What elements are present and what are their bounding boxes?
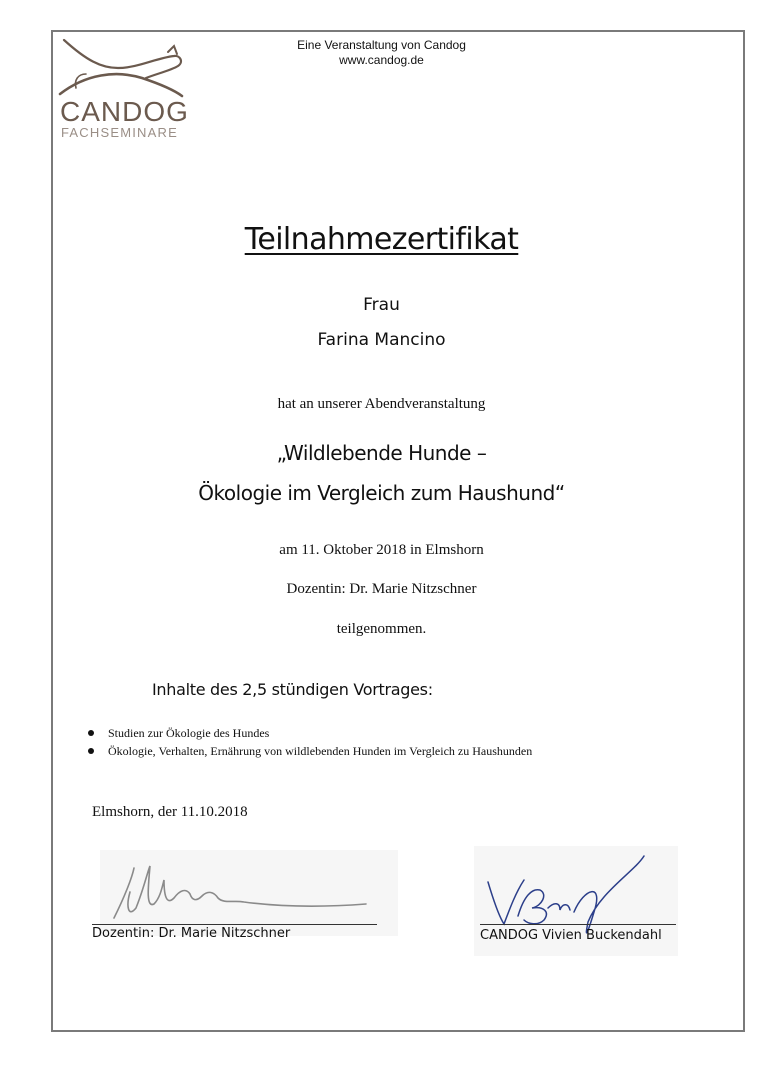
website-text: www.candog.de <box>339 53 424 67</box>
logo-wordmark: CANDOG <box>60 96 189 127</box>
signature-label-lecturer: Dozentin: Dr. Marie Nitzschner <box>92 926 291 941</box>
organizer-line: Eine Veranstaltung von Candog <box>297 38 466 52</box>
participant-name: Farina Mancino <box>317 330 446 350</box>
event-title-line-1: „Wildlebende Hunde – <box>276 441 487 465</box>
signature-line-right <box>480 924 676 925</box>
place-date: Elmshorn, der 11.10.2018 <box>92 804 248 820</box>
list-item: Studien zur Ökologie des Hundes <box>88 724 532 742</box>
certificate-title: Teilnahmezertifikat <box>244 222 519 257</box>
event-title-line-2: Ökologie im Vergleich zum Haushund“ <box>198 481 565 505</box>
list-item: Ökologie, Verhalten, Ernährung von wildlebenden Hunden im Vergleich zu Haushunden <box>88 742 532 760</box>
signature-label-organizer: CANDOG Vivien Buckendahl <box>480 928 662 943</box>
contents-heading: Inhalte des 2,5 stündigen Vortrages: <box>152 680 433 699</box>
closing-word: teilgenommen. <box>336 621 427 637</box>
logo-subline: FACHSEMINARE <box>61 125 178 140</box>
lecturer-signature-icon <box>104 858 374 924</box>
intro-line: hat an unserer Abendveranstaltung <box>277 396 486 412</box>
lecturer-line: Dozentin: Dr. Marie Nitzschner <box>286 581 477 597</box>
contents-list <box>88 724 532 760</box>
signature-line-left <box>92 924 377 925</box>
salutation: Frau <box>363 295 400 315</box>
date-location: am 11. Oktober 2018 in Elmshorn <box>279 542 484 558</box>
